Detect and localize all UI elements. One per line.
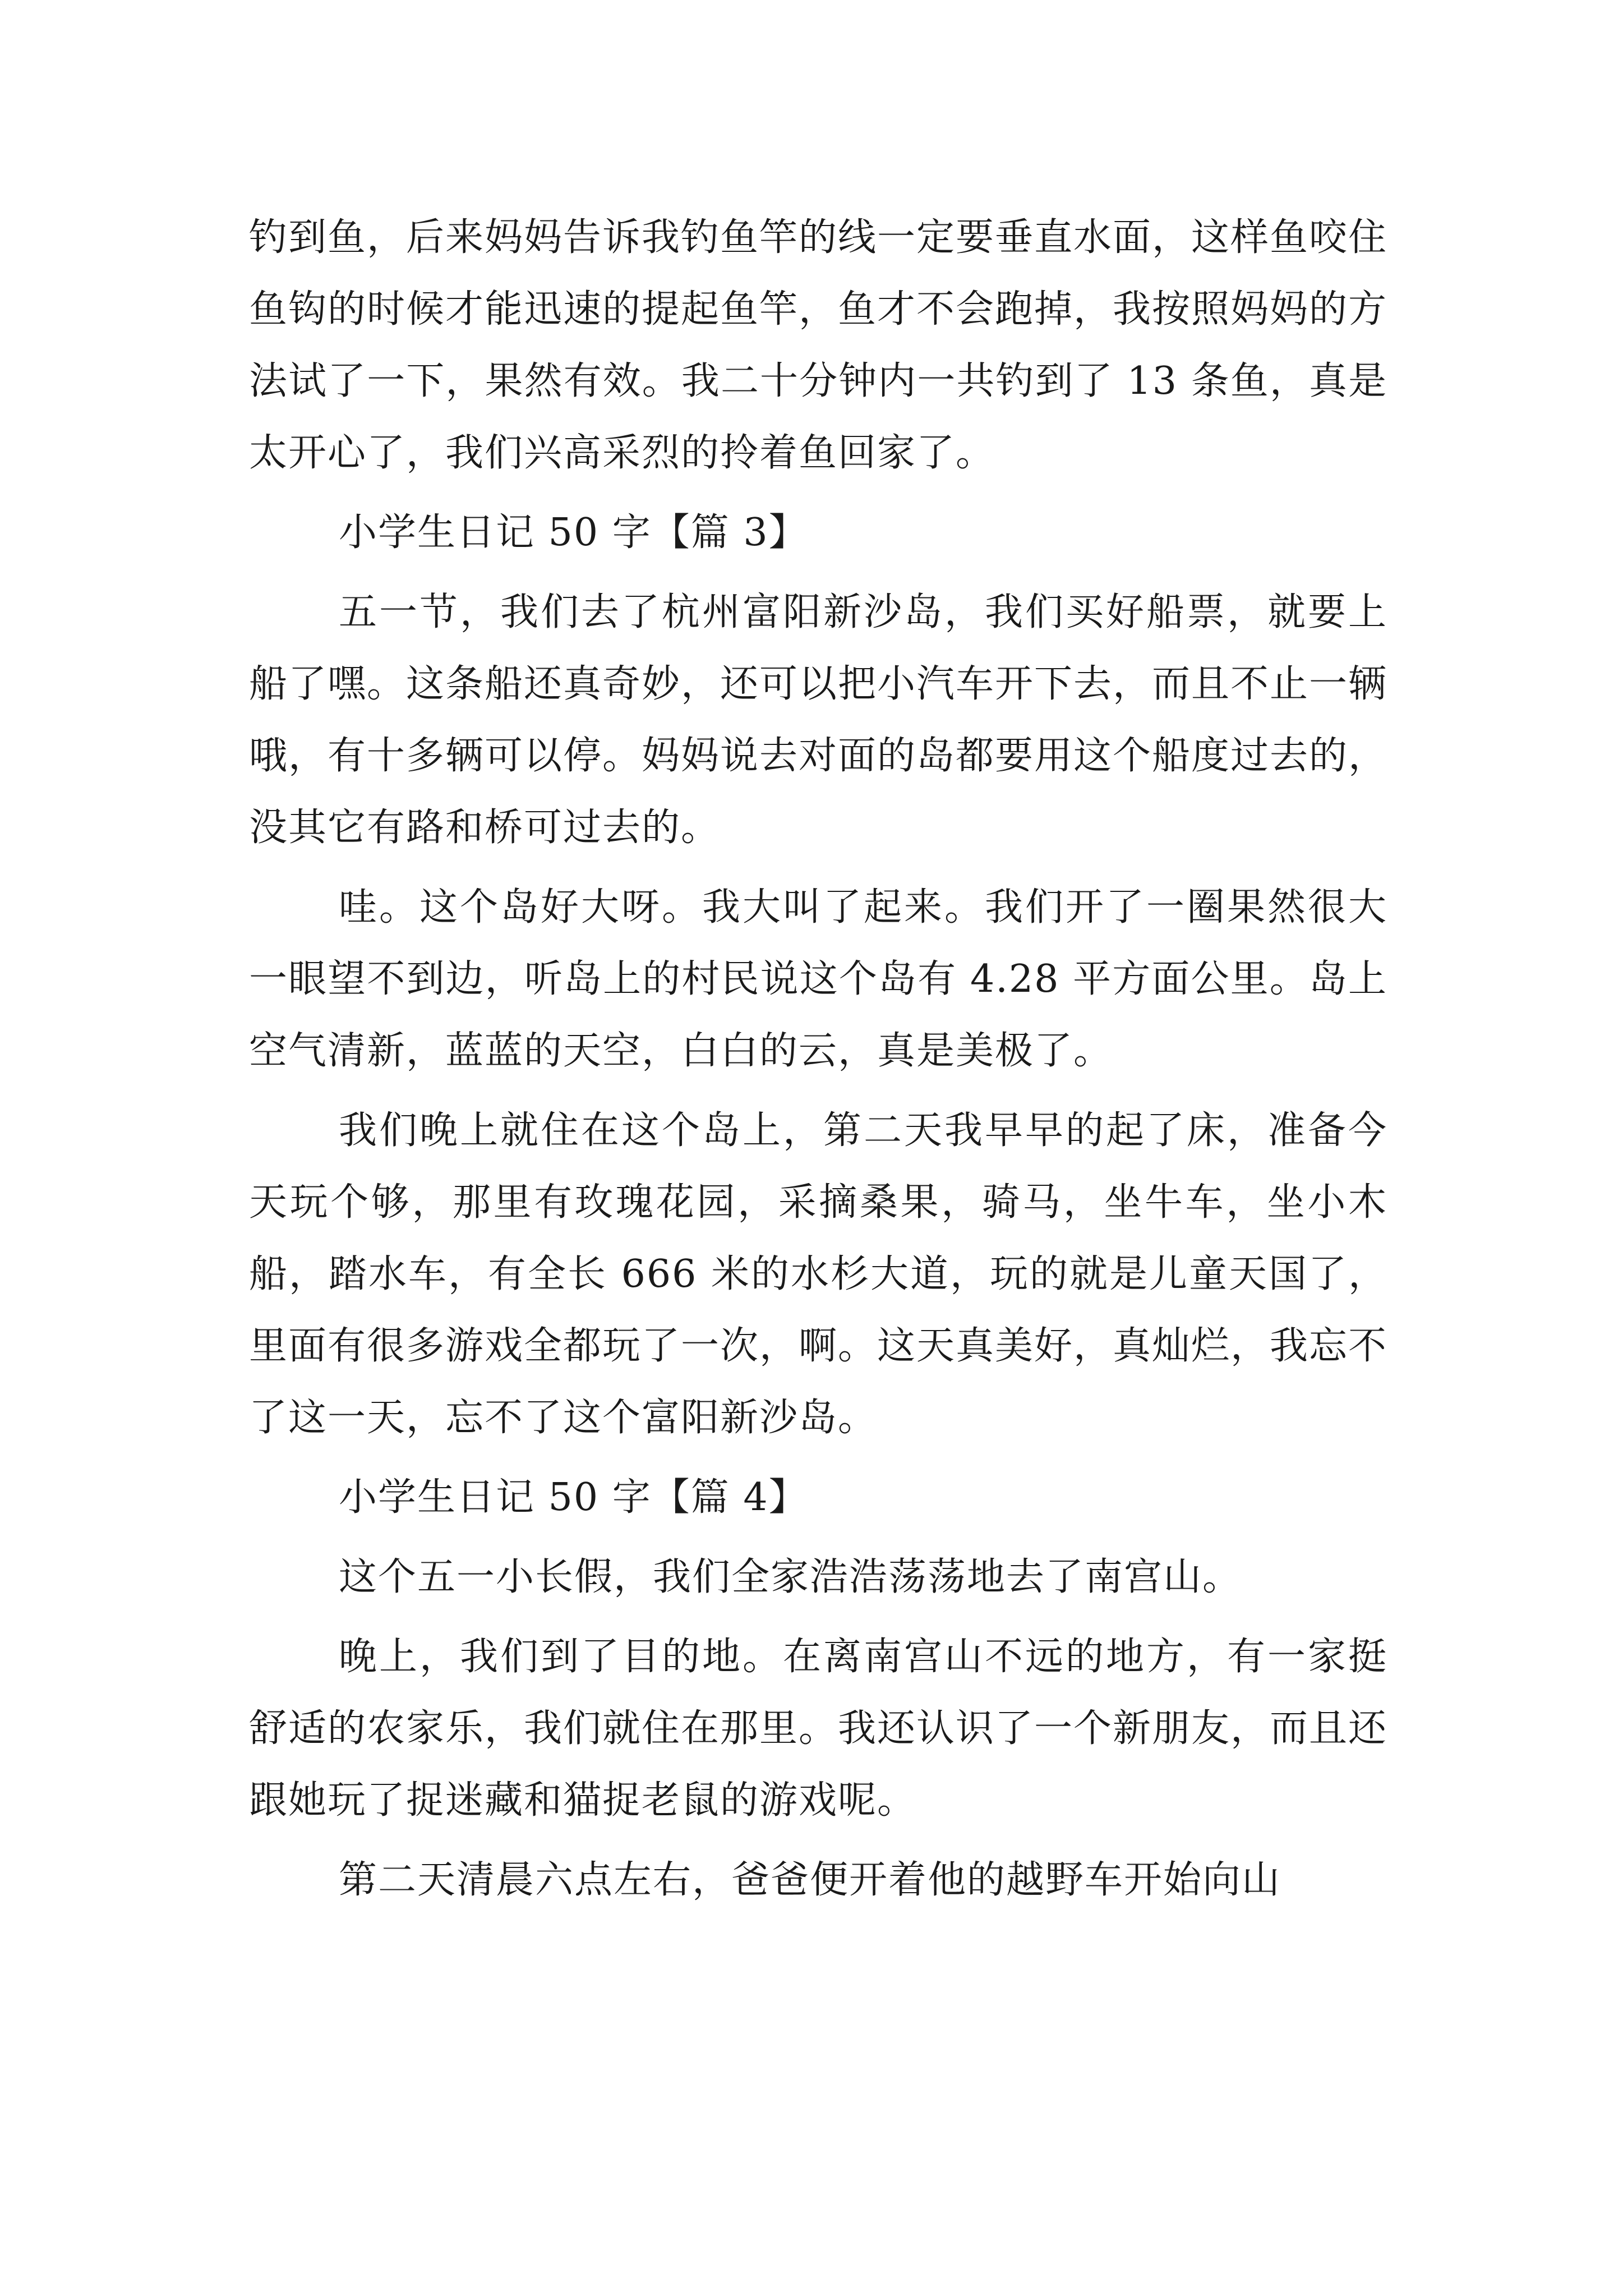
paragraph-farmhouse-stay: 晚上，我们到了目的地。在离南宫山不远的地方，有一家挺舒适的农家乐，我们就住在那里。我还认识了一个新朋友，而且还跟她玩了捉迷藏和猫捉老鼠的游戏呢。 xyxy=(249,1635,1388,1823)
section-heading-part-4: 小学生日记 50 字【篇 4】 xyxy=(339,1475,808,1520)
paragraph-boat-trip: 五一节，我们去了杭州富阳新沙岛，我们买好船票，就要上船了嘿。这条船还真奇妙，还可以把小汽车开下去，而且不止一辆哦，有十多辆可以停。妈妈说去对面的岛都要用这个船度过去的，没其它有路和桥可过去的。 xyxy=(249,590,1388,850)
document-body xyxy=(249,202,1387,1924)
paragraph-fishing-continuation: 钓到鱼，后来妈妈告诉我钓鱼竿的线一定要垂直水面，这样鱼咬住鱼钩的时候才能迅速的提起鱼竿，鱼才不会跑掉，我按照妈妈的方法试了一下，果然有效。我二十分钟内一共钓到了 13 条鱼，真是太开心了，我们兴高采烈的拎着鱼回家了。 xyxy=(249,215,1388,475)
paragraph-island-size: 哇。这个岛好大呀。我大叫了起来。我们开了一圈果然很大一眼望不到边，听岛上的村民说这个岛有 4.28 平方面公里。岛上空气清新，蓝蓝的天空，白白的云，真是美极了。 xyxy=(249,885,1387,1073)
paragraph-island-activities: 我们晚上就住在这个岛上，第二天我早早的起了床，准备今天玩个够，那里有玫瑰花园，采摘桑果，骑马，坐牛车，坐小木船，踏水车，有全长 666 米的水杉大道，玩的就是儿童天国了，里面有很多游戏全都玩了一次，啊。这天真美好，真灿烂，我忘不了这一天，忘不了这个富阳新沙岛。 xyxy=(249,1108,1388,1440)
paragraph-next-morning: 第二天清晨六点左右，爸爸便开着他的越野车开始向山 xyxy=(339,1858,1281,1902)
paragraph-holiday-intro: 这个五一小长假，我们全家浩浩荡荡地去了南宫山。 xyxy=(339,1555,1242,1599)
section-heading-part-3: 小学生日记 50 字【篇 3】 xyxy=(339,510,808,555)
